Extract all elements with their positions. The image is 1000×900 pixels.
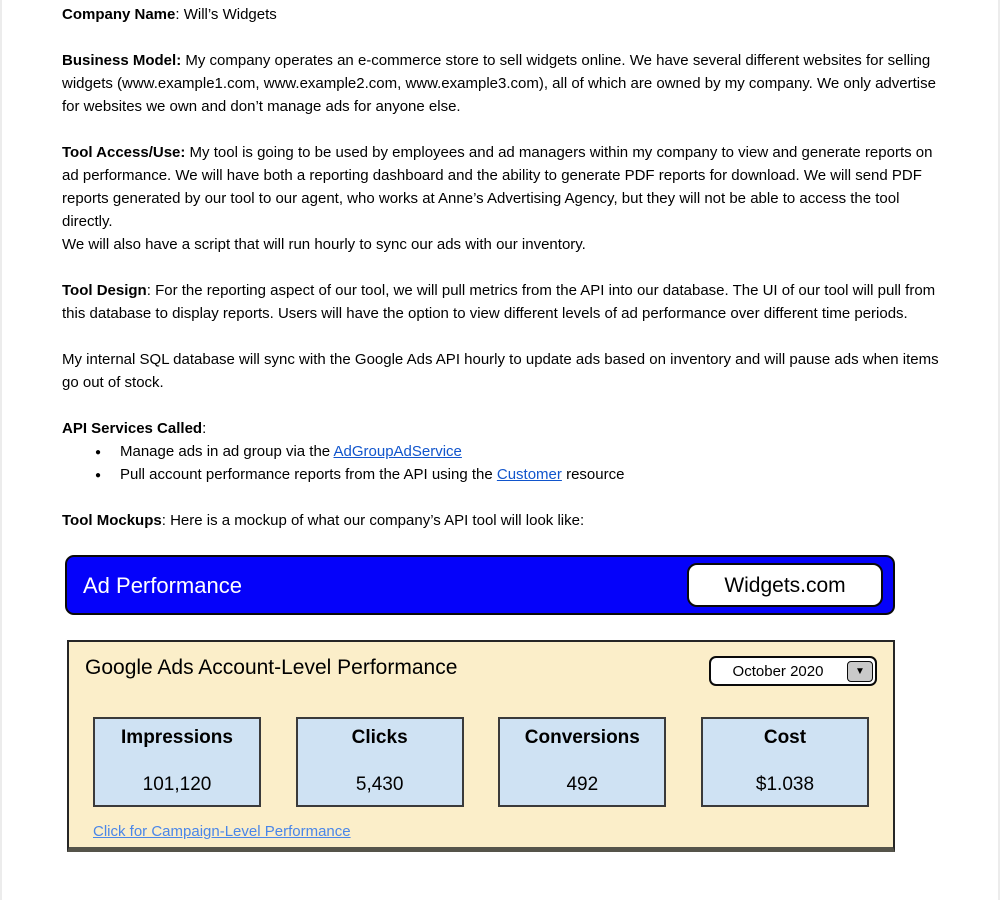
metric-value: 492 (566, 774, 599, 795)
tool-design-paragraph-2 (62, 348, 940, 394)
api-services-colon: : (202, 420, 207, 437)
tool-mockups-text: : Here is a mockup of what our company’s API tool will look like: (161, 512, 585, 529)
business-model-label: Business Model: (62, 52, 182, 69)
metric-card-clicks (296, 717, 464, 807)
document-body (2, 0, 998, 852)
panel-title: Google Ads Account-Level Performance (85, 656, 458, 679)
period-dropdown[interactable] (709, 656, 877, 686)
metric-label: Conversions (524, 727, 640, 748)
api-services-label: API Services Called (62, 420, 203, 437)
tool-design-paragraph (62, 279, 940, 325)
metric-label: Clicks (351, 727, 408, 748)
account-performance-panel (67, 640, 895, 852)
tool-access-label: Tool Access/Use: (62, 144, 186, 161)
company-name-paragraph (62, 3, 940, 26)
list-item (62, 463, 940, 486)
adgroupadservice-link[interactable]: AdGroupAdService (333, 443, 462, 460)
metric-value: 101,120 (142, 774, 212, 795)
metric-label: Cost (763, 727, 807, 748)
tool-design-text: : For the reporting aspect of our tool, we will pull metrics from the API into our database. The UI of our tool will pull from this database to display reports. Users will have the option to view different levels of ad performance over different time periods. (62, 282, 936, 322)
customer-link[interactable]: Customer (496, 466, 562, 483)
tool-access-text: My tool is going to be used by employees and ad managers within my company to view and generate reports on ad performance. We will have both a reporting dashboard and the ability to generate PDF reports for download. We will send PDF reports generated by our tool to our agent, who works at Anne’s Advertising Agency, but they will not be able to access the tool directly. (62, 144, 933, 230)
api-item-text: Manage ads in ad group via the (120, 443, 334, 460)
api-item-text-post: resource (561, 466, 625, 483)
metric-card-cost (701, 717, 869, 807)
widgets-site-button[interactable]: Widgets.com (687, 563, 883, 607)
company-name-value: : Will’s Widgets (175, 6, 277, 23)
tool-mockups-label: Tool Mockups (62, 512, 162, 529)
metric-value: 5,430 (355, 774, 404, 795)
campaign-level-performance-link[interactable]: Click for Campaign-Level Performance (93, 823, 351, 840)
api-item-text: Pull account performance reports from the API using the (120, 466, 497, 483)
metric-value: $1.038 (755, 774, 815, 795)
metric-card-impressions (93, 717, 261, 807)
tool-access-text-line2: We will also have a script that will run hourly to sync our ads with our inventory. (62, 236, 586, 253)
company-name-label: Company Name (62, 6, 176, 23)
list-item (62, 440, 940, 463)
metric-card-conversions (498, 717, 666, 807)
chevron-down-icon[interactable]: ▼ (847, 661, 873, 682)
mockup-title: Ad Performance (83, 572, 242, 598)
tool-access-paragraph (62, 141, 940, 256)
api-services-list (62, 440, 940, 486)
period-dropdown-value: October 2020 (732, 662, 824, 680)
bullet-icon: ● (95, 470, 102, 481)
mockup-header-bar (65, 555, 895, 615)
metrics-row (93, 717, 869, 807)
tool-mockups-paragraph (62, 509, 940, 532)
api-services-heading (62, 417, 940, 440)
business-model-text: My company operates an e-commerce store to sell widgets online. We have several different websites for selling widgets (www.example1.com, www.example2.com, www.example3.com), all of which are owned by my company. We only advertise for websites we own and don’t manage ads for anyone else. (62, 52, 936, 115)
tool-design-label: Tool Design (62, 282, 147, 299)
tool-design-text-2: My internal SQL database will sync with the Google Ads API hourly to update ads based on inventory and will pause ads when items go out of stock. (62, 351, 939, 391)
bullet-icon: ● (95, 447, 102, 458)
metric-label: Impressions (121, 727, 233, 748)
business-model-paragraph (62, 49, 940, 118)
